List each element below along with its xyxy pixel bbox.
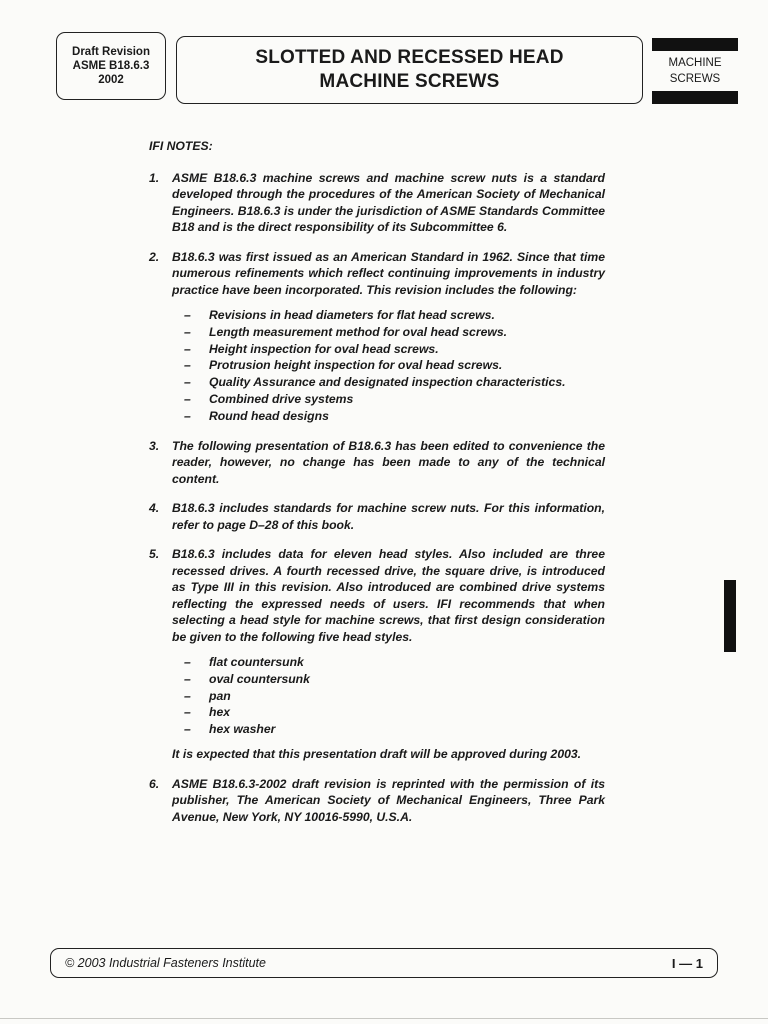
notes-heading: IFI NOTES: (149, 139, 213, 153)
list-item: – hex washer (184, 722, 276, 737)
note-text: B18.6.3 was first issued as an American Standard in 1962. Since that time numerous refinements which reflect continuing improvements in industry practice have been incorporated. This revision includes the following: (172, 249, 605, 297)
note-5 (149, 546, 605, 762)
tab-label (652, 51, 738, 91)
note-4 (149, 500, 605, 533)
list-item: – pan (184, 688, 231, 703)
note-number: 3. (149, 438, 160, 453)
list-item: – hex (184, 705, 231, 720)
note-2 (149, 249, 605, 425)
revision-list (184, 307, 605, 425)
note-number: 1. (149, 170, 160, 185)
section-tab (652, 38, 738, 104)
note-text: B18.6.3 includes data for eleven head styles. Also included are three recessed drives. A fourth recessed drive, the square drive, is introduced as Type III in this revision. Also introduced are combined drive systems reflecting the expressed needs of users. IFI recommends that when selecting a head style for machine screws, that first design consideration be given to the following five head styles. (172, 547, 605, 644)
list-item: – Protrusion height inspection for oval head screws. (184, 358, 503, 373)
list-item: – oval countersunk (184, 671, 310, 686)
tab-bar-top (652, 38, 738, 51)
note-1 (149, 170, 605, 236)
tab-label-line: SCREWS (669, 73, 721, 85)
note-tail-text: It is expected that this presentation draft will be approved during 2003. (172, 747, 582, 762)
notes-section (149, 138, 605, 838)
list-item: – Round head designs (184, 408, 329, 423)
tab-bar-bottom (652, 91, 738, 104)
list-item: – Height inspection for oval head screws. (184, 341, 439, 356)
note-number: 2. (149, 249, 160, 264)
copyright-text: © 2003 Industrial Fasteners Institute (65, 956, 266, 970)
revision-line: 2002 (98, 74, 124, 86)
bottom-edge-line (0, 1018, 768, 1019)
note-3 (149, 438, 605, 488)
note-text: ASME B18.6.3 machine screws and machine screw nuts is a standard developed through the procedures of the American Society of Mechanical Engineers. B18.6.3 is under the jurisdiction of ASME Standards Committee B18 and is the direct responsibility of its Subcommittee 6. (172, 170, 605, 234)
revision-line: ASME B18.6.3 (72, 60, 150, 72)
tab-label-line: MACHINE (668, 57, 722, 69)
revision-line: Draft Revision (72, 46, 150, 58)
draft-revision-box (56, 32, 166, 100)
page-footer (50, 948, 718, 978)
note-6 (149, 776, 605, 826)
note-number: 4. (149, 501, 160, 516)
note-text: ASME B18.6.3-2002 draft revision is reprinted with the permission of its publisher, The American Society of Mechanical Engineers, Three Park Avenue, New York, NY 10016-5990, U.S.A. (172, 776, 605, 824)
page-number: I — 1 (671, 955, 703, 971)
note-text: B18.6.3 includes standards for machine screw nuts. For this information, refer to page D–28 of this book. (172, 501, 605, 532)
list-item: – flat countersunk (184, 655, 304, 670)
note-number: 5. (149, 547, 160, 562)
note-number: 6. (149, 776, 160, 791)
title-line: MACHINE SCREWS (319, 71, 500, 92)
page-title (176, 36, 643, 104)
section-edge-marker (724, 580, 736, 652)
list-item: – Quality Assurance and designated inspection characteristics. (184, 375, 566, 390)
list-item: – Length measurement method for oval head screws. (184, 324, 507, 339)
note-text: The following presentation of B18.6.3 has been edited to convenience the reader, however, no change has been made to any of the technical content. (172, 438, 605, 486)
list-item: – Combined drive systems (184, 391, 354, 406)
head-style-list (184, 654, 605, 738)
title-line: SLOTTED AND RECESSED HEAD (255, 47, 564, 68)
list-item: – Revisions in head diameters for flat head screws. (184, 308, 495, 322)
